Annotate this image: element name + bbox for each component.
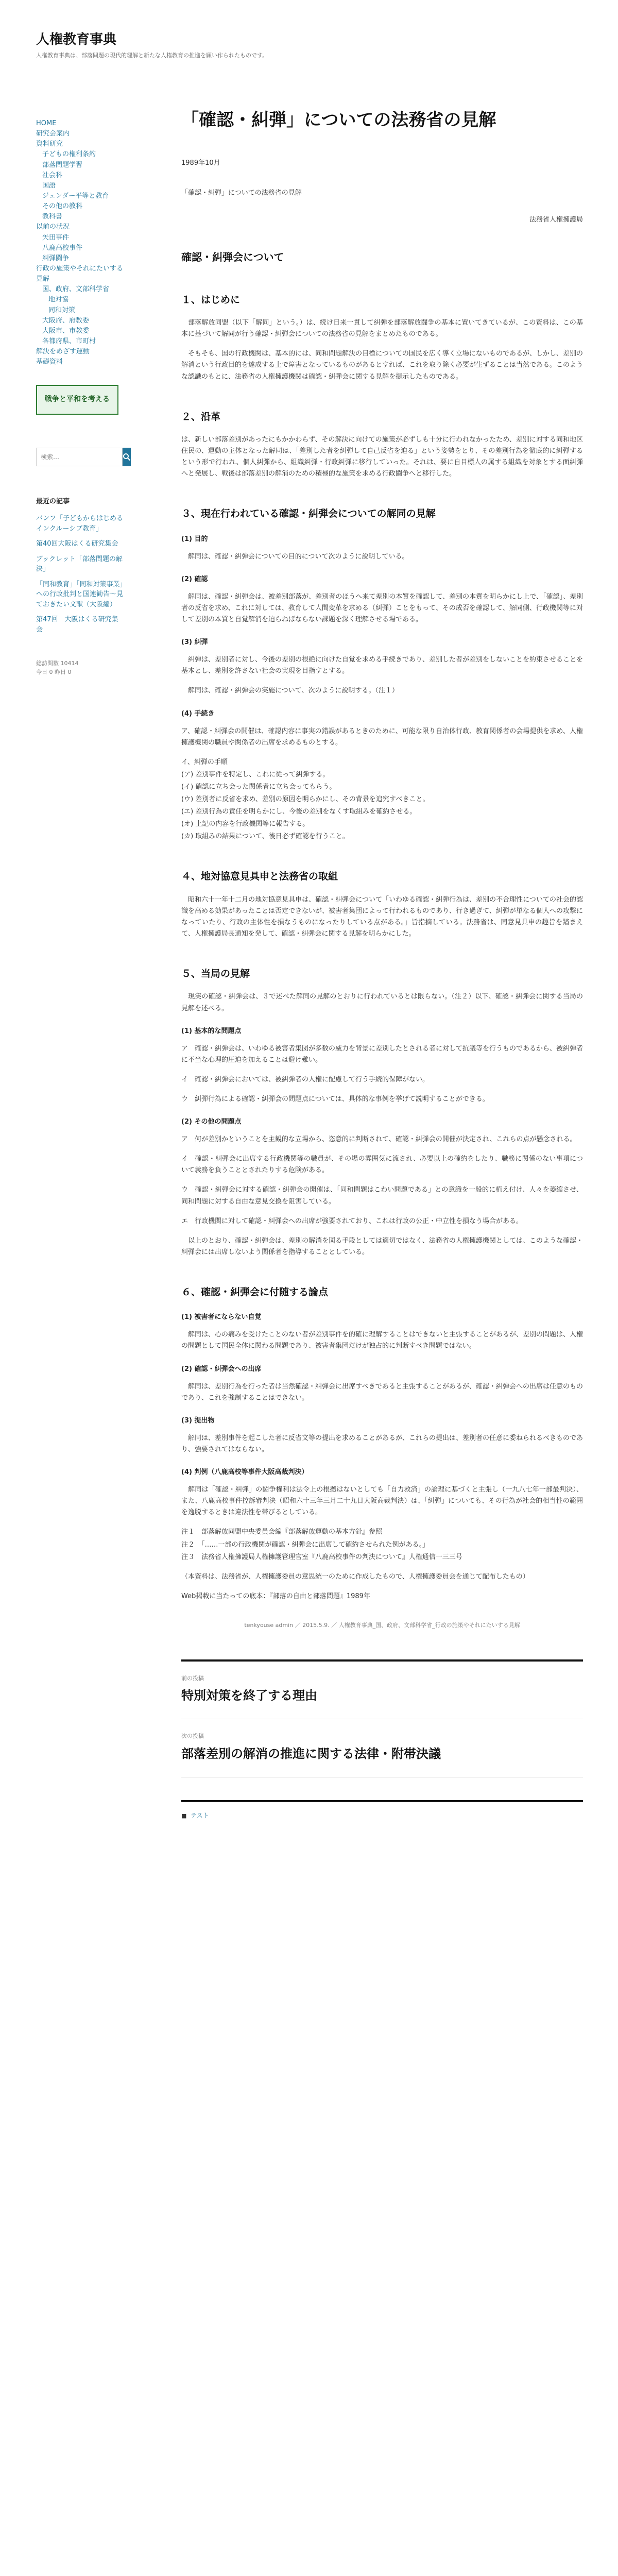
sidebar-menu-item[interactable]	[36, 326, 124, 336]
visit-counter	[36, 659, 124, 676]
sidebar-menu-item[interactable]	[36, 149, 124, 160]
paragraph: 解同は、差別行為を行った者は当然確認・糾弾会に出席すべきであると主張することがあるが、確認・糾弾会への出席は任意のものであり、これを強制することはできない。	[181, 1382, 583, 1402]
list-item: (ア) 差別事件を特定し、これに従って糾弾する。	[181, 770, 330, 778]
next-post-link[interactable]	[181, 1719, 583, 1777]
sidebar-menu-item[interactable]	[36, 357, 124, 367]
search-input[interactable]	[36, 448, 123, 466]
sidebar-menu-item[interactable]	[36, 181, 124, 191]
subheading: (2) 確認・糾弾会への出席	[181, 1365, 262, 1373]
recent-post-link[interactable]: ブックレット「部落問題の解決」	[36, 555, 123, 573]
subheading: (3) 提出物	[181, 1416, 215, 1425]
paragraph: 昭和六十一年十二月の地対協意見具申は、確認・糾弾会について「いわゆる確認・糾弾行為は、差別の不合理性についての社会的認識を高める効果があったことは否定できないが、被害者集団によって行われるものであり、行き過ぎて、糾弾が単なる個人への攻撃になっていたり、行政の主体性を損なうものになったりしている点がある。」旨指摘している。法務省は、同意見具申の趣旨を踏まえて、人権擁護局長通知を発して、確認・糾弾会に関する見解を明らかにした。	[181, 895, 583, 938]
footnotes	[181, 1527, 583, 1563]
section-1-title: １、はじめに	[181, 294, 241, 306]
paragraph: 解同は、確認・糾弾会についての目的について次のように説明している。	[181, 552, 409, 561]
footnote: 注３ 法務省人権擁護局人権擁護管理官室『八鹿高校事件の判決について』人権通信一三三号	[181, 1553, 462, 1561]
paragraph: ウ 確認・糾弾会に対する確認・糾弾会の開催は、「同和問題はこわい問題である」との意識を一般的に植え付け、人々を萎縮させ、同和問題に対する自由な意見交換を阻害している。	[181, 1186, 583, 1206]
recent-post-item[interactable]	[36, 580, 124, 610]
sidebar-menu-link[interactable]: ジェンダー平等と教育	[42, 192, 109, 200]
section-2-title: ２、沿革	[181, 411, 221, 422]
site-title[interactable]: 人権教育事典	[36, 32, 117, 47]
paragraph: 部落解放同盟（以下「解同」という。）は、続け日来一貫して糾弾を部落解放闘争の基本に置いてきているが、この資料は、この基本に基づいて解同が行う確認・糾弾会についての法務省の見解をまとめたものである。	[181, 319, 583, 338]
paragraph: そもそも、国の行政機関は、基本的には、同和問題解決の目標についての国民を広く導く立場にないものであるが、しかし、差別の解消という行政目的を達成する上で障害となっているものがあるとすれば、これを取り除く必要が生ずることは当然である。このような認識のもとに、法務省の人権擁護機関は確認・糾弾会に関する見解を提示したものである。	[181, 350, 583, 381]
sidebar-menu-link[interactable]: 各都府県、市町村	[42, 337, 96, 345]
paragraph: イ 確認・糾弾会に出席する行政機関等の職員が、その場の雰囲気に流され、必要以上の確約をしたり、職務に関係のない事項について義務を負うこととされたりする危険がある。	[181, 1155, 583, 1175]
recent-post-item[interactable]	[36, 514, 124, 534]
counter-value: 10414	[60, 660, 79, 667]
sidebar-menu-item[interactable]	[36, 295, 124, 305]
paragraph: 以上のとおり、確認・糾弾会は、差別の解消を図る手段としては適切ではなく、法務省の人権擁護機関としては、このような確認・糾弾会には出席しないよう関係者を指導することとしている。	[181, 1236, 583, 1256]
footnote: 注１ 部落解放同盟中央委員会編『部落解放運動の基本方針』参照	[181, 1528, 383, 1536]
counter-label: 総訪問数	[36, 660, 59, 667]
section-6-title: ６、確認・糾弾会に付随する論点	[181, 1286, 329, 1298]
sidebar-menu-link[interactable]: 国、政府、文部科学省	[42, 285, 110, 294]
prev-post-label: 前の投稿	[181, 1674, 204, 1682]
tag-icon: ■	[181, 1812, 187, 1819]
sidebar-menu-item[interactable]	[36, 284, 124, 295]
banner-text: 戦争と平和を考える	[45, 395, 110, 404]
sidebar-menu-item[interactable]	[36, 233, 124, 243]
paragraph: ウ 糾弾行為による確認・糾弾会の問題点については、具体的な事例を挙げて説明することができる。	[181, 1095, 489, 1104]
paragraph: 現実の確認・糾弾会は、３で述べた解同の見解のとおりに行われているとは限らない。（注２）以下、確認・糾弾会に関する当局の見解を述べる。	[181, 993, 583, 1012]
recent-post-link[interactable]: バンフ「子どもからはじめるインクルーシブ教育」	[36, 515, 124, 533]
sidebar-menu-link[interactable]: 教科書	[42, 213, 63, 221]
sidebar-menu-item[interactable]	[36, 253, 124, 264]
post-navigation	[181, 1659, 583, 1777]
sidebar-menu	[36, 118, 124, 367]
paragraph: 解同は、心の痛みを受けたことのない者が差別事件を的確に理解することはできないと主張することがあるが、差別の問題は、人権の問題として国民全体に関わる問題であり、被害者集団だけが独占的に判断すべき問題ではない。	[181, 1331, 583, 1350]
subheading: (3) 糾弾	[181, 638, 208, 647]
list-item: (カ) 取組みの結果について、後日必ず確認を行うこと。	[181, 833, 349, 841]
sidebar-menu-link[interactable]: 矢田事件	[42, 233, 70, 242]
paragraph: ア 何が差別かということを主観的な立場から、恣意的に判断されて、確認・糾弾会の開催が決定され、これらの点が懸念される。	[181, 1136, 577, 1144]
paragraph: 解同は、確認・糾弾会は、被差別部落が、差別者のほうへ来て差別の本質を確認して、差別の本質を明らかにし上で、「確認」、差別者の反省を求め、これに対しては、教育して人間変革を求める（糾弾）ことをもって、その成否を確認して、解同側、行政機関等に対して差別の本質と自覚解消を迫らねばならない課題を深く理解させる場である。	[181, 592, 583, 624]
sidebar-menu-link[interactable]: 子どもの権利条約	[42, 150, 96, 159]
footnote: 注２ 「……一部の行政機関が確認・糾弾会に出席して確約させられた例がある。」	[181, 1540, 430, 1549]
article-note: 「確認・糾弾」についての法務省の見解	[181, 189, 302, 197]
sidebar-menu-link[interactable]: HOME	[36, 120, 57, 127]
sidebar-menu-item[interactable]	[36, 316, 124, 326]
sidebar-menu-item[interactable]	[36, 336, 124, 347]
sidebar-menu-link[interactable]: 地対協	[48, 296, 69, 304]
subheading: (2) 確認	[181, 575, 208, 583]
paragraph: は、新しい部落差別があったにもかかわらず、その解決に向けての施策が必ずしも十分に行われなかったため、差別に対する同和地区住民の、運動の主体となった解同は、「差別した者を糾弾して自己反省を迫る」という姿勢をとり、その差別行為を徹底的に糾弾するという形で行われ、個人糾弾から、組織糾弾・行政糾弾に移行していった。それは、要に自目標人の属する組織を対象とする面糾弾へと発展し、戦後は部落差別の解消のための積極的な施策を求める行政闘争へと移行した。	[181, 435, 583, 478]
article-date: 1989年10月	[181, 159, 220, 167]
next-post-title[interactable]: 部落差別の解消の推進に関する法律・附帯決議	[181, 1746, 441, 1761]
section-5-title: ５、当局の見解	[181, 968, 250, 980]
paragraph: 糾弾は、差別者に対し、今後の差別の根絶に向けた自覚を求める手続きであり、差別した者が差別をしないことを約束させることを基本とし、差別を許さない社会の実現を目指すとする。	[181, 656, 583, 675]
sidebar-menu-link[interactable]: 研究会案内	[36, 130, 70, 138]
paragraph: ア、確認・糾弾会の開催は、確認内容に事実の錯誤があるときのために、可能な限り自治体行政、教育関係者の会場提供を求め、人権擁護機関の職員や関係者の出席を求めるものとする。	[181, 727, 583, 747]
sidebar-menu-item[interactable]	[36, 118, 124, 129]
sidebar-menu-link[interactable]: 同和対策	[48, 306, 76, 314]
subheading: (2) その他の問題点	[181, 1118, 242, 1126]
next-post-label: 次の投稿	[181, 1733, 204, 1740]
sidebar-menu-link[interactable]: 解決をめざす運動	[36, 348, 90, 356]
section-4-title: ４、地対協意見具申と法務省の取組	[181, 871, 338, 883]
prev-post-link[interactable]	[181, 1662, 583, 1719]
paragraph: イ 確認・糾弾会においては、被糾弾者の人権に配慮して行う手続的保障がない。	[181, 1075, 430, 1083]
sidebar-menu-link[interactable]: 行政の施策やそれにたいする見解	[36, 264, 124, 283]
sidebar-menu-link[interactable]: 社会科	[42, 171, 63, 179]
sidebar-menu-item[interactable]	[36, 160, 124, 171]
sidebar-menu-link[interactable]: その他の教科	[42, 202, 83, 211]
tags-row	[181, 1800, 583, 1821]
list-item: (ウ) 差別者に反省を求め、差別の原因を明らかにし、その背景を追究すべきこと。	[181, 795, 430, 804]
sidebar-menu-item[interactable]	[36, 222, 124, 232]
tag-link[interactable]: テスト	[191, 1811, 209, 1819]
subheading: (1) 基本的な問題点	[181, 1027, 242, 1035]
sidebar-menu-item[interactable]	[36, 191, 124, 201]
subheading: (1) 目的	[181, 535, 208, 543]
list-item: (エ) 差別行為の責任を明らかにし、今後の差別をなくす取組みを確約させる。	[181, 808, 417, 816]
list-item: (オ) 上記の内容を行政機関等に報告する。	[181, 820, 310, 828]
sidebar-menu-item[interactable]	[36, 347, 124, 357]
sidebar-menu-link[interactable]: 部落問題学習	[42, 161, 83, 169]
article-heading: 確認・糾弾会について	[181, 250, 284, 263]
procedure-list	[181, 757, 583, 843]
article-title: 「確認・糾弾」についての法務省の見解	[181, 110, 496, 130]
article-author: 法務省人権擁護局	[529, 215, 583, 224]
article	[181, 108, 583, 1821]
peace-banner[interactable]	[36, 385, 118, 415]
source-note: Web掲載に当たっての底本：『部落の自由と部落問題』1989年	[181, 1592, 370, 1600]
sidebar-menu-item[interactable]	[36, 139, 124, 149]
search-button[interactable]	[123, 448, 131, 466]
sidebar	[36, 118, 124, 676]
list-item: (イ) 確認に立ち会った関係者に立ち会ってもらう。	[181, 783, 336, 791]
entry-meta: tenkyouse admin ／ 2015.5.9. ／ 人権教育事典_国、政府、文部科学省_行政の施策やそれにたいする見解	[244, 1621, 520, 1629]
recent-post-item[interactable]	[36, 539, 124, 549]
sidebar-menu-link[interactable]: 資料研究	[36, 140, 63, 148]
recent-post-link[interactable]: 「同和教育」「同和対策事業」への行政批判と国連勧告～見ておきたい文献（大阪編）	[36, 580, 124, 608]
recent-posts-list	[36, 514, 124, 635]
paragraph: 解同は、確認・糾弾会の実施について、次のように説明する。（注１）	[181, 687, 399, 695]
list-item: イ、糾弾の手順	[181, 758, 228, 766]
recent-post-item[interactable]	[36, 554, 124, 574]
sidebar-menu-link[interactable]: 八鹿高校事件	[42, 244, 83, 252]
site-description: 人権教育事典は、部落問題の現代的理解と新たな人権教育の推進を願い作られたものです。	[36, 52, 268, 59]
section-3-title: ３、現在行われている確認・糾弾会についての解同の見解	[181, 508, 436, 520]
subheading: (1) 被害者にならない自覚	[181, 1313, 262, 1321]
recent-post-link[interactable]: 第40回大阪はくる研究集会	[36, 540, 118, 548]
sidebar-menu-item[interactable]	[36, 129, 124, 139]
counter-sub: 今日 0 昨日 0	[36, 668, 72, 675]
paragraph: 解同は「確認・糾弾」の闘争権利は法令上の根拠はないとしても「自力救済」の論理に基づくと主張し（一九八七年一部最判決）、また、八鹿高校事件控訴審判決（昭和六十三年三月二十九日大阪高裁判決）は、「糾弾」についても、その行為が社会的相当性の範囲を逸脱するときは違法性を帯びるとしている。	[181, 1486, 583, 1517]
sidebar-menu-item[interactable]	[36, 264, 124, 284]
sidebar-menu-link[interactable]: 大阪府、府教委	[42, 316, 90, 325]
recent-posts-title: 最近の記事	[36, 498, 70, 506]
prev-post-title[interactable]: 特別対策を終了する理由	[181, 1688, 317, 1703]
sidebar-menu-item[interactable]	[36, 201, 124, 212]
recent-post-item[interactable]	[36, 615, 124, 635]
paragraph: ア 確認・糾弾会は、いわゆる被害者集団が多数の威力を背景に差別したとされる者に対して抗議等を行うものであるから、被糾弾者に不当な心理的圧迫を加えることは避け難い。	[181, 1044, 583, 1064]
sidebar-menu-link[interactable]: 糾弾闘争	[42, 254, 70, 262]
closing-note: （本資料は、法務省が、人権擁護委員の意思統一のために作成したもので、人権擁護委員会を通じて配布したもの）	[181, 1572, 529, 1581]
search-icon	[123, 453, 131, 461]
sidebar-menu-item[interactable]	[36, 212, 124, 222]
subheading: (4) 手続き	[181, 709, 215, 718]
sidebar-menu-link[interactable]: 基礎資料	[36, 358, 63, 366]
sidebar-menu-item[interactable]	[36, 171, 124, 181]
sidebar-menu-link[interactable]: 国語	[42, 181, 56, 190]
paragraph: エ 行政機関に対して確認・糾弾会への出席が強要されており、これは行政の公正・中立性を損なう場合がある。	[181, 1217, 523, 1225]
sidebar-menu-item[interactable]	[36, 243, 124, 253]
sidebar-menu-link[interactable]: 以前の状況	[36, 223, 70, 231]
search-form	[36, 448, 124, 466]
sidebar-menu-item[interactable]	[36, 306, 124, 316]
subheading: (4) 判例（八鹿高校等事件大阪高裁判決）	[181, 1468, 308, 1477]
site-header	[36, 32, 582, 61]
recent-post-link[interactable]: 第47回 大阪はくる研究集会	[36, 616, 118, 634]
sidebar-menu-link[interactable]: 大阪市、市教委	[42, 327, 90, 335]
paragraph: 解同は、差別事件を起こした者に反省文等の提出を求めることがあるが、これらの提出は、差別者の任意に委ねられるべきものであり、強要されてはならない。	[181, 1434, 583, 1453]
